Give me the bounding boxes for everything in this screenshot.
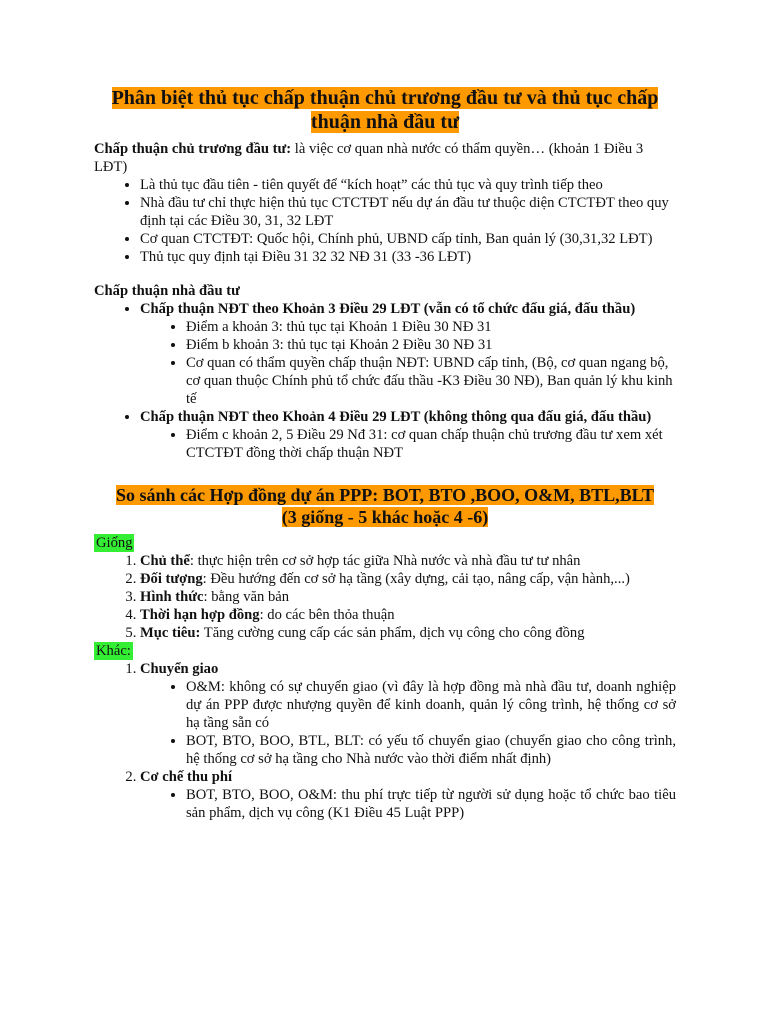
list-item [140,606,676,624]
s1-lead [94,140,676,176]
list-item: • Thủ tục quy định tại Điều 31 32 32 NĐ 31 (33 -36 LĐT) [140,248,676,266]
item-text: : do các bên thỏa thuận [259,607,395,623]
list-item [140,570,676,588]
s1-list [94,176,676,266]
khac-item-2 [140,768,676,822]
item-text: Tăng cường cung cấp các sản phẩm, dịch vụ công cho công đồng [200,625,585,641]
list-item: • Là thủ tục đầu tiên - tiên quyết để “kích hoạt” các thủ tục và quy trình tiếp theo [140,176,676,194]
khac-list [94,660,676,822]
giong-list [94,552,676,642]
khac-item-1-list [140,678,676,768]
s2-group2-head: Chấp thuận NĐT theo Khoản 4 Điều 29 LĐT (không thông qua đấu giá, đấu thầu) [140,409,652,425]
khac-item-2-list [140,786,676,822]
list-item: • Điểm b khoản 3: thủ tục tại Khoản 2 Điều 30 NĐ 31 [186,336,676,354]
item-text: : bằng văn bản [203,589,290,605]
list-item [140,552,676,570]
item-bold: Thời hạn hợp đồng [140,607,260,623]
list-item: • BOT, BTO, BOO, BTL, BLT: có yếu tố chuyển giao (chuyển giao cho công trình, hệ thống cơ sở hạ tầng cho Nhà nước vào thời điểm nhất định) [186,732,676,768]
list-item: • Cơ quan CTCTĐT: Quốc hội, Chính phủ, UBND cấp tỉnh, Ban quản lý (30,31,32 LĐT) [140,230,676,248]
khac-item-2-head: Cơ chế thu phí [140,769,233,785]
list-item: • BOT, BTO, BOO, O&M: thu phí trực tiếp từ người sử dụng hoặc tổ chức bao tiêu sản phẩm, dịch vụ công (K1 Điều 45 Luật PPP) [186,786,676,822]
s2-group1 [140,300,676,408]
section-title-ppp [94,484,676,528]
item-bold: Mục tiêu: [140,625,201,641]
s2-group1-list [140,318,676,408]
giong-label-row [94,534,676,552]
item-text: : thực hiện trên cơ sở hợp tác giữa Nhà nước và nhà đầu tư tư nhân [189,553,581,569]
list-item: • O&M: không có sự chuyển giao (vì đây là hợp đồng mà nhà đầu tư, doanh nghiệp dự án PPP được nhượng quyền để kinh doanh, quản lý công trình, hệ thống cơ sở hạ tầng sẵn có [186,678,676,732]
giong-label: Giống [96,535,133,551]
document-title [94,86,676,134]
section-title-ppp-line2: (3 giống - 5 khác hoặc 4 -6) [281,507,489,527]
document-body [94,86,676,822]
list-item [140,588,676,606]
item-text: : Đều hướng đến cơ sở hạ tầng (xây dựng, cải tạo, nâng cấp, vận hành,...) [202,571,630,587]
list-item: • Cơ quan có thẩm quyền chấp thuận NĐT: UBND cấp tỉnh, (Bộ, cơ quan ngang bộ, cơ quan thuộc Chính phủ tổ chức đấu thầu -K3 Điều 30 NĐ), Ban quản lý khu kinh tế [186,354,676,408]
khac-item-1-head: Chuyển giao [140,661,219,677]
s2-group1-head: Chấp thuận NĐT theo Khoản 3 Điều 29 LĐT (vẫn có tổ chức đấu giá, đấu thầu) [140,301,636,317]
list-item: • Nhà đầu tư chỉ thực hiện thủ tục CTCTĐT nếu dự án đầu tư thuộc diện CTCTĐT theo quy định tại các Điều 30, 31, 32 LĐT [140,194,676,230]
item-bold: Chủ thể [140,553,190,569]
khac-label: Khác: [96,643,131,659]
list-item: • Điểm c khoản 2, 5 Điều 29 Nđ 31: cơ quan chấp thuận chủ trương đầu tư xem xét CTCTĐT đồng thời chấp thuận NĐT [186,426,676,462]
s2-group2 [140,408,676,462]
s1-lead-text: là việc cơ quan nhà nước có thẩm quyền… (khoản 1 Điều 3 LĐT) [94,141,644,175]
s1-lead-bold: Chấp thuận chủ trương đầu tư: [94,141,292,157]
s2-list [94,300,676,462]
document-title-text: Phân biệt thủ tục chấp thuận chủ trương đầu tư và thủ tục chấp thuận nhà đầu tư [111,87,659,133]
list-item [140,624,676,642]
item-bold: Hình thức [140,589,204,605]
list-item: • Điểm a khoản 3: thủ tục tại Khoản 1 Điều 30 NĐ 31 [186,318,676,336]
s2-group2-list [140,426,676,462]
item-bold: Đối tượng [140,571,203,587]
khac-item-1 [140,660,676,768]
section-title-ppp-line1: So sánh các Hợp đồng dự án PPP: BOT, BTO ,BOO, O&M, BTL,BLT [115,485,655,505]
s2-head: Chấp thuận nhà đầu tư [94,283,240,299]
khac-label-row [94,642,676,660]
